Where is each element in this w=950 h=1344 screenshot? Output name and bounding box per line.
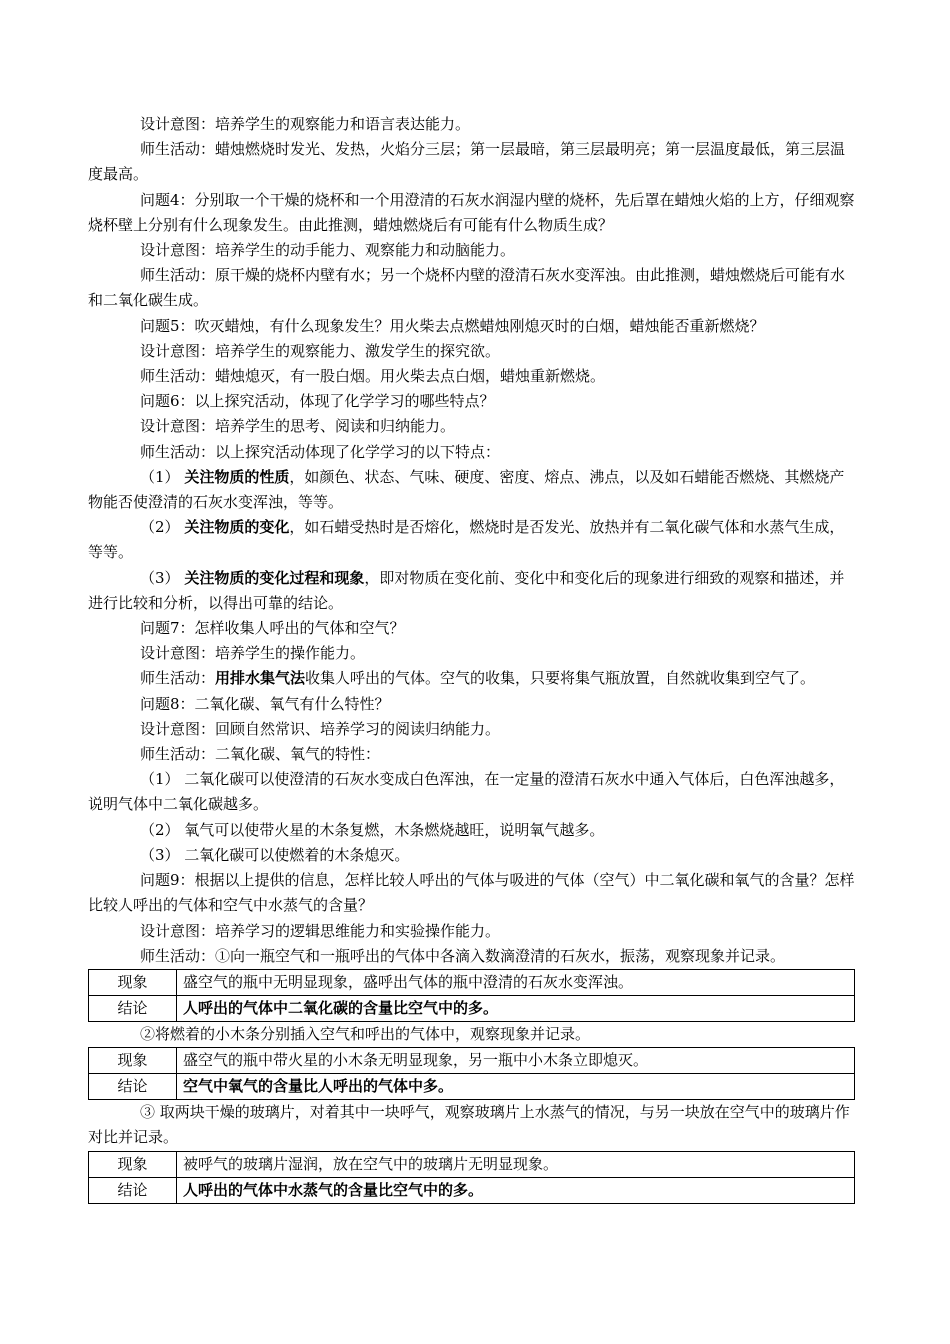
text-run: ，如颜色、状态、气味、硬度、密度、熔点、沸点，以及如石蜡能否燃烧、其燃烧产物能否使澄清的石灰水变浑浊，等等。 [88, 467, 845, 512]
text-paragraph [88, 314, 855, 339]
text-paragraph [88, 767, 855, 817]
table-row [89, 969, 855, 995]
text-run: 设计意图：培养学习的逻辑思维能力和实验操作能力。 [140, 921, 501, 940]
text-run: 师生活动：原干燥的烧杯内壁有水；另一个烧杯内壁的澄清石灰水变浑浊。由此推测，蜡烛燃烧后可能有水和二氧化碳生成。 [88, 266, 846, 310]
text-run: 设计意图：培养学生的观察能力、激发学生的探究欲。 [140, 341, 501, 360]
row-label: 现象 [89, 969, 177, 995]
text-run: 问题6：以上探究活动，体现了化学学习的哪些特点？ [140, 392, 495, 411]
text-run: 问题7：怎样收集人呼出的气体和空气？ [140, 619, 405, 638]
row-label: 现象 [89, 1151, 177, 1177]
result-table [88, 969, 855, 1022]
text-run: ，即对物质在变化前、变化中和变化后的现象进行细致的观察和描述，并进行比较和分析，以得出可靠的结论。 [88, 568, 845, 612]
text-run: 问题9：根据以上提供的信息，怎样比较人呼出的气体与吸进的气体（空气）中二氧化碳和氧气的含量？怎样比较人呼出的气体和空气中水蒸气的含量？ [88, 871, 855, 915]
text-paragraph [88, 414, 855, 439]
text-run: 师生活动： [140, 669, 216, 688]
text-run: （2） 氧气可以使带火星的木条复燃，木条燃烧越旺，说明氧气越多。 [140, 820, 605, 839]
text-run: 设计意图：回顾自然常识、培养学习的阅读归纳能力。 [140, 719, 501, 738]
row-label: 现象 [89, 1048, 177, 1074]
table-row [89, 1074, 855, 1100]
row-value: 盛空气的瓶中无明显现象，盛呼出气体的瓶中澄清的石灰水变浑浊。 [177, 969, 855, 995]
text-paragraph [88, 188, 855, 238]
table-row [89, 1048, 855, 1074]
text-run: 师生活动：①向一瓶空气和一瓶呼出的气体中各滴入数滴澄清的石灰水，振荡，观察现象并记录。 [140, 946, 786, 965]
text-paragraph [88, 112, 855, 137]
row-label: 结论 [89, 1074, 177, 1100]
text-paragraph [88, 389, 855, 414]
result-table [88, 1047, 855, 1100]
row-label: 结论 [89, 995, 177, 1021]
text-paragraph [88, 717, 855, 742]
bold-phrase: 关注物质的变化 [184, 518, 290, 537]
text-paragraph [88, 868, 855, 918]
text-paragraph [88, 238, 855, 263]
procedure-step: ②将燃着的小木条分别插入空气和呼出的气体中，观察现象并记录。 [140, 1024, 591, 1043]
table-row [89, 995, 855, 1021]
text-run: 师生活动：二氧化碳、氧气的特性： [140, 745, 381, 764]
text-paragraph [88, 944, 855, 969]
text-paragraph [88, 666, 855, 691]
text-paragraph [88, 692, 855, 717]
text-run: 问题4：分别取一个干燥的烧杯和一个用澄清的石灰水润湿内壁的烧杯，先后罩在蜡烛火焰的上方，仔细观察烧杯壁上分别有什么现象发生。由此推测，蜡烛燃烧后有可能有什么物质生成？ [88, 190, 855, 234]
text-paragraph [88, 339, 855, 364]
text-paragraph [88, 919, 855, 944]
text-paragraph [88, 742, 855, 767]
row-value: 人呼出的气体中水蒸气的含量比空气中的多。 [177, 1177, 855, 1203]
text-run: 问题8：二氧化碳、氧气有什么特性？ [140, 694, 390, 713]
bold-phrase: 用排水集气法 [215, 669, 306, 688]
table-row [89, 1151, 855, 1177]
text-run: 设计意图：培养学生的动手能力、观察能力和动脑能力。 [140, 241, 516, 260]
bold-phrase: 关注物质的性质 [184, 467, 290, 486]
text-run: （3） 二氧化碳可以使燃着的木条熄灭。 [140, 845, 410, 864]
text-paragraph [88, 137, 855, 187]
text-run: 收集人呼出的气体。空气的收集，只要将集气瓶放置，自然就收集到空气了。 [305, 669, 816, 688]
document-page [88, 112, 855, 1204]
text-run: 设计意图：培养学生的观察能力和语言表达能力。 [140, 115, 471, 133]
text-run: （1） [140, 467, 185, 486]
row-value: 盛空气的瓶中带火星的小木条无明显现象，另一瓶中小木条立即熄灭。 [177, 1048, 855, 1074]
row-value: 空气中氧气的含量比人呼出的气体中多。 [177, 1074, 855, 1100]
text-paragraph [88, 440, 855, 465]
text-paragraph [88, 566, 855, 616]
text-run: 师生活动：以上探究活动体现了化学学习的以下特点： [140, 442, 501, 461]
text-run: （3） [140, 568, 185, 587]
row-value: 被呼气的玻璃片湿润，放在空气中的玻璃片无明显现象。 [177, 1151, 855, 1177]
text-paragraph [88, 263, 855, 313]
row-value: 人呼出的气体中二氧化碳的含量比空气中的多。 [177, 995, 855, 1021]
text-paragraph [88, 843, 855, 868]
text-paragraph [88, 364, 855, 389]
text-run: （2） [140, 518, 185, 537]
text-run: 设计意图：培养学生的思考、阅读和归纳能力。 [140, 417, 456, 436]
text-run: （1） 二氧化碳可以使澄清的石灰水变成白色浑浊，在一定量的澄清石灰水中通入气体后，白色浑浊越多，说明气体中二氧化碳越多。 [88, 770, 845, 814]
text-paragraph [88, 465, 855, 515]
text-paragraph [88, 641, 855, 666]
text-paragraph [88, 616, 855, 641]
text-paragraph [88, 515, 855, 565]
procedure-step: ③ 取两块干燥的玻璃片，对着其中一块呼气，观察玻璃片上水蒸气的情况，与另一块放在空气中的玻璃片作对比并记录。 [88, 1103, 850, 1147]
table-row [89, 1177, 855, 1203]
text-run: ，如石蜡受热时是否熔化，燃烧时是否发光、放热并有二氧化碳气体和水蒸气生成，等等。 [88, 518, 845, 562]
result-table [88, 1151, 855, 1204]
text-run: 师生活动：蜡烛熄灭，有一股白烟。用火柴去点白烟，蜡烛重新燃烧。 [140, 367, 606, 386]
text-run: 师生活动：蜡烛燃烧时发光、发热，火焰分三层；第一层最暗，第三层最明亮；第一层温度最低，第三层温度最高。 [88, 140, 846, 184]
row-label: 结论 [89, 1177, 177, 1203]
text-run: 问题5：吹灭蜡烛，有什么现象发生？用火柴去点燃蜡烛刚熄灭时的白烟，蜡烛能否重新燃烧？ [140, 316, 765, 335]
text-run: 设计意图：培养学生的操作能力。 [140, 644, 366, 663]
bold-phrase: 关注物质的变化过程和现象 [184, 568, 365, 587]
text-paragraph [88, 818, 855, 843]
